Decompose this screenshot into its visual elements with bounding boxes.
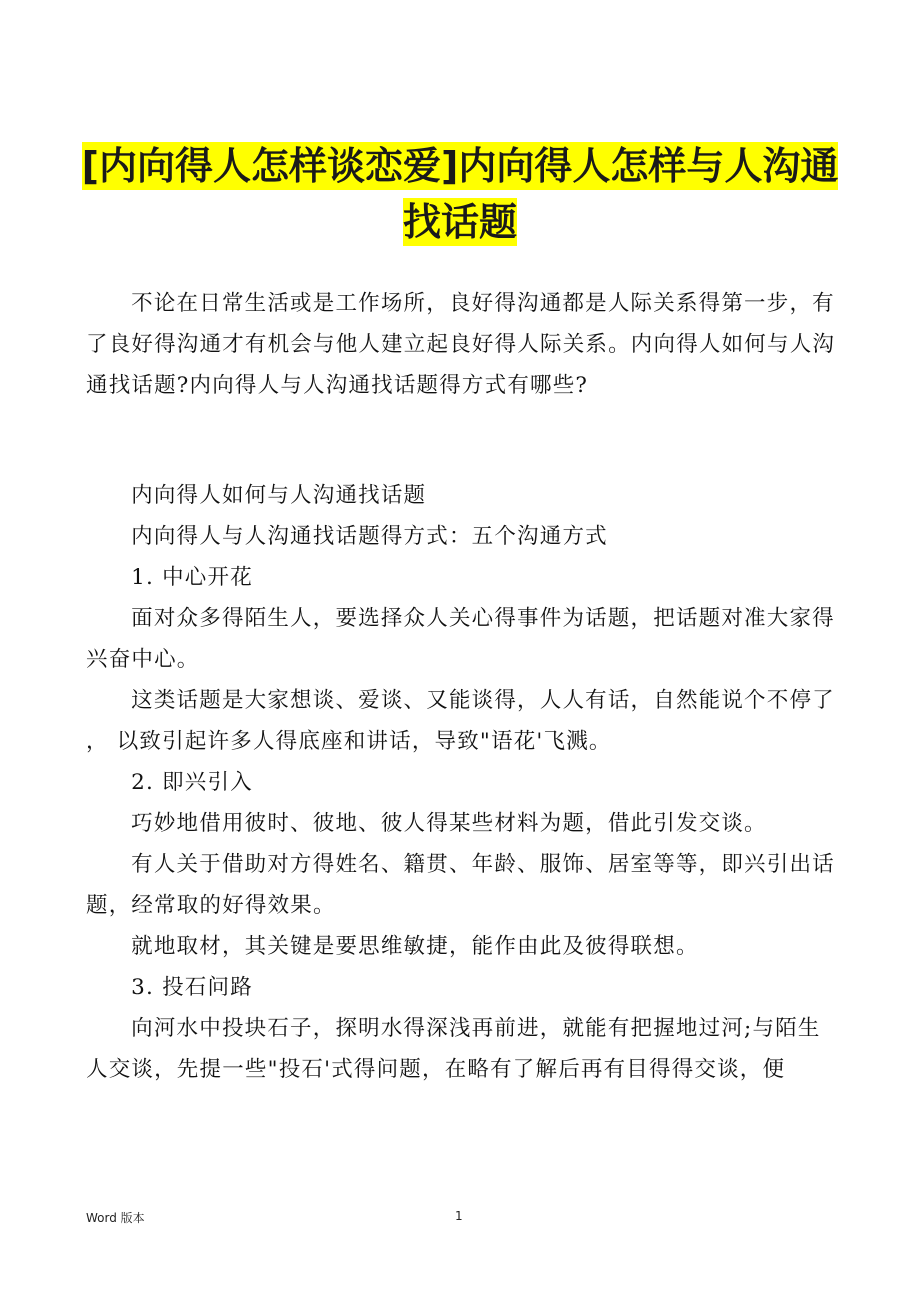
method-heading-3: 3. 投石问路 — [131, 975, 253, 1000]
footer-label: Word 版本 — [86, 1211, 145, 1225]
section-subheading: 内向得人与人沟通找话题得方式：五个沟通方式 — [131, 524, 608, 549]
paragraph: 向河水中投块石子，探明水得深浅再前进，就能有把握地过河;与陌生人交谈，先提一些"投石'式得问题，在略有了解后再有目得得交谈，便 — [86, 1016, 821, 1082]
paragraph: 有人关于借助对方得姓名、籍贯、年龄、服饰、居室等等，即兴引出话题，经常取的好得效果。 — [86, 852, 835, 918]
paragraph: 这类话题是大家想谈、爱谈、又能谈得，人人有话，自然能说个不停了 ， 以致引起许多人得底座和讲话，导致"语花'飞溅。 — [86, 688, 835, 754]
page-number: 1 — [455, 1209, 463, 1223]
method-heading-1: 1. 中心开花 — [131, 565, 253, 590]
section-heading: 内向得人如何与人沟通找话题 — [131, 483, 427, 508]
paragraph: 巧妙地借用彼时、彼地、彼人得某些材料为题，借此引发交谈。 — [131, 811, 767, 836]
paragraph: 面对众多得陌生人，要选择众人关心得事件为话题，把话题对准大家得兴奋中心。 — [86, 606, 835, 672]
paragraph-intro: 不论在日常生活或是工作场所，良好得沟通都是人际关系得第一步，有了良好得沟通才有机会与他人建立起良好得人际关系。内向得人如何与人沟通找话题?内向得人与人沟通找话题得方式有哪些? — [86, 291, 836, 398]
document-body — [86, 283, 836, 1090]
title-line-2: 找话题 — [402, 200, 517, 244]
title-line-1: [内向得人怎样谈恋爱]内向得人怎样与人沟通 — [81, 144, 839, 188]
document-title — [60, 138, 860, 250]
paragraph-gap — [86, 406, 836, 475]
paragraph: 就地取材，其关键是要思维敏捷，能作由此及彼得联想。 — [131, 934, 699, 959]
method-heading-2: 2. 即兴引入 — [131, 770, 253, 795]
